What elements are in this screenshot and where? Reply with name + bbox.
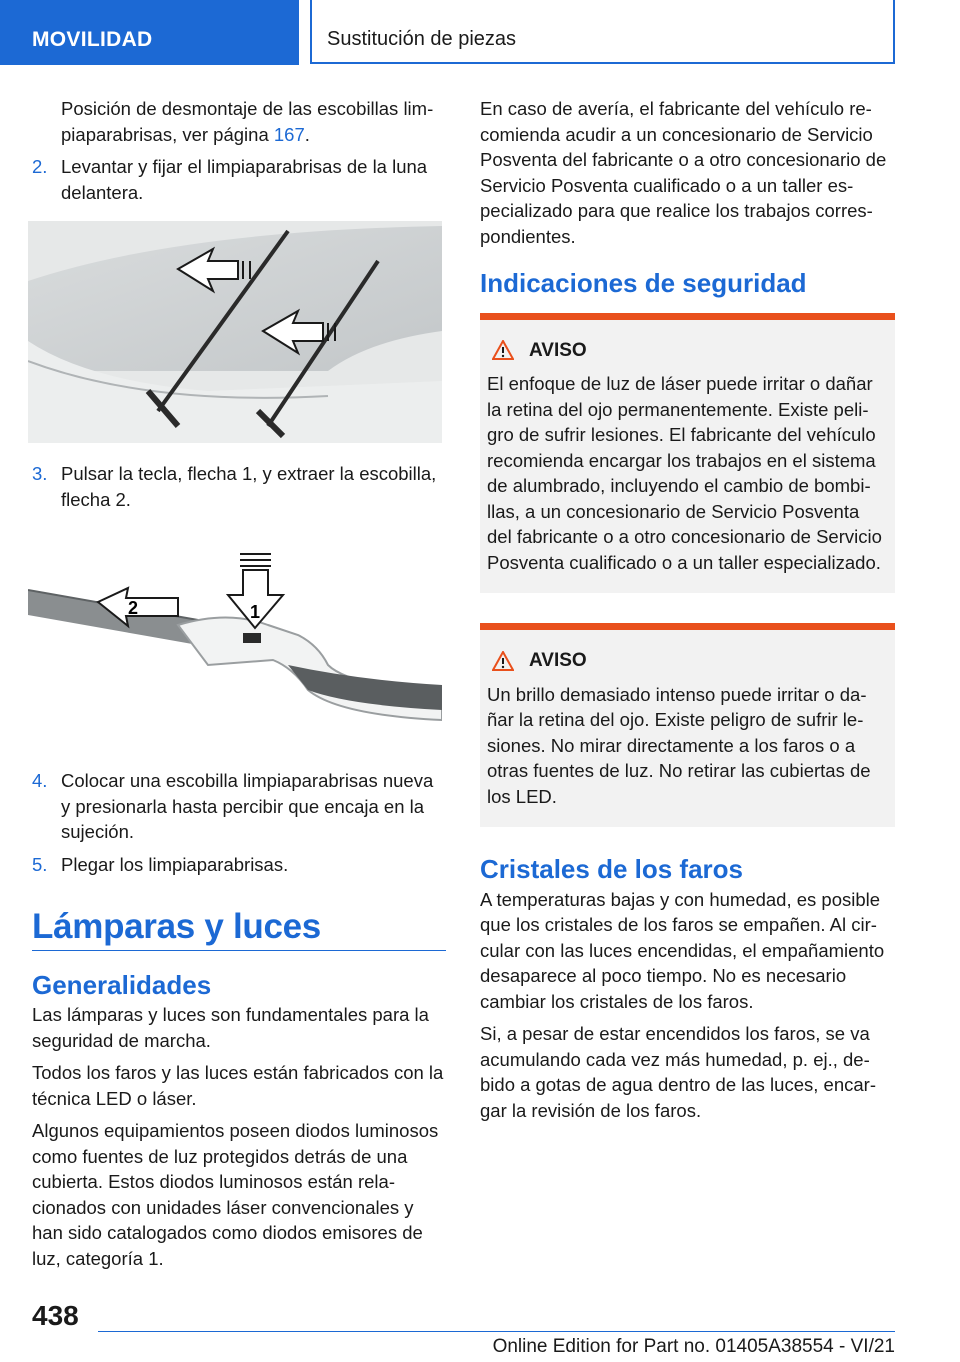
warning-label: AVISO: [529, 339, 587, 361]
header-chapter-title: Sustitución de piezas: [310, 0, 895, 64]
footer-divider: [98, 1331, 895, 1332]
step-text: Colocar una escobilla limpiaparabrisas nueva y presionarla hasta percibir que encaja en la sujeción.: [61, 770, 434, 842]
step-text: Levantar y fijar el limpiaparabrisas de la luna delantera.: [61, 156, 428, 203]
paragraph: Todos los faros y las luces están fabricados con la técnica LED o láser.: [32, 1062, 444, 1109]
section-heading: Lámparas y luces: [32, 884, 446, 951]
warning-label: AVISO: [529, 650, 587, 671]
warning-triangle-icon: [492, 340, 514, 360]
footer-edition: Online Edition for Part no. 01405A38554 - VI/21: [492, 1336, 895, 1357]
step-number: 4.: [32, 770, 48, 791]
warning-title: [487, 338, 887, 364]
header-section-tab: MOVILIDAD: [0, 0, 299, 65]
continued-step-end: .: [304, 123, 310, 145]
safety-heading: Indicaciones de seguridad: [480, 268, 807, 298]
step-number: 2.: [32, 156, 48, 177]
paragraph: A temperaturas bajas y con humedad, es posible que los cristales de los faros se empañen. Al circular con las luces encendidas, el empañamiento desaparece al poco tiempo. No es necesario cambiar los cristales de los faros.: [480, 888, 885, 1012]
paragraph: Si, a pesar de estar encendidos los faros, se va acumulando cada vez más humedad, p. ej., debido a gotas de agua dentro de las luces, encargar la revisión de los faros.: [480, 1023, 876, 1121]
warning-box: [480, 313, 895, 594]
warning-title: [487, 648, 887, 674]
warning-triangle-icon: [492, 651, 514, 671]
paragraph: En caso de avería, el fabricante del vehículo recomienda acudir a un concesionario de Servicio Posventa del fabricante o a otro concesionario de Servicio Posventa cualificado o a un taller especializado para que realice los trabajos correspondientes.: [480, 98, 887, 247]
step-number: 5.: [32, 853, 48, 875]
step-item: [32, 461, 446, 512]
step-text: Pulsar la tecla, flecha 1, y extraer la escobilla, flecha 2.: [61, 463, 437, 510]
step-text: Plegar los limpiaparabrisas.: [61, 853, 289, 875]
right-column: [480, 96, 895, 1130]
wiper-blade-release-illustration: [28, 550, 442, 750]
warning-text: El enfoque de luz de láser puede irritar o dañar la retina del ojo permanentemente. Existe peligro de sufrir lesiones. El fabricante del vehículo recomienda encargar los trabajos en el sistema de alumbrado, incluyendo el cambio de bombillas, a un concesionario de Servicio Posventa del fabricante o a otro concesionario de Servicio Posventa cualificado o a un taller especializado.: [487, 373, 882, 573]
paragraph: Algunos equipamientos poseen diodos luminosos como fuentes de luz protegidos detrás de una cubierta. Estos diodos luminosos están relacionados con unidades láser convencionales y han sido catalogados como diodos emisores de luz, categoría 1.: [32, 1120, 439, 1269]
continued-step-text: [32, 96, 446, 147]
continued-step-body: Posición de desmontaje de las escobillas limpiaparabrisas, ver página: [61, 98, 434, 145]
paragraph: Las lámparas y luces son fundamentales para la seguridad de marcha.: [32, 1004, 429, 1051]
step-item: [32, 768, 446, 845]
step-number: 3.: [32, 463, 48, 484]
step-item: [32, 852, 446, 878]
page-number: 438: [32, 1300, 79, 1331]
warning-text: Un brillo demasiado intenso puede irritar o dañar la retina del ojo. Existe peligro de sufrir lesiones. No mirar directamente a los faros o a otras fuentes de luz. No retirar las cubiertas de los LED.: [487, 683, 871, 807]
left-column: [32, 96, 446, 1278]
glass-heading: Cristales de los faros: [480, 854, 743, 884]
arrow-label-1: 1: [250, 602, 261, 622]
page-reference-link[interactable]: 167: [273, 123, 305, 145]
warning-box: [480, 623, 895, 827]
release-button: [243, 633, 261, 643]
subsection-heading: Generalidades: [32, 969, 212, 1000]
step-item: [32, 154, 446, 205]
wiper-raise-illustration: [28, 221, 442, 443]
arrow-label-2: 2: [128, 598, 139, 618]
